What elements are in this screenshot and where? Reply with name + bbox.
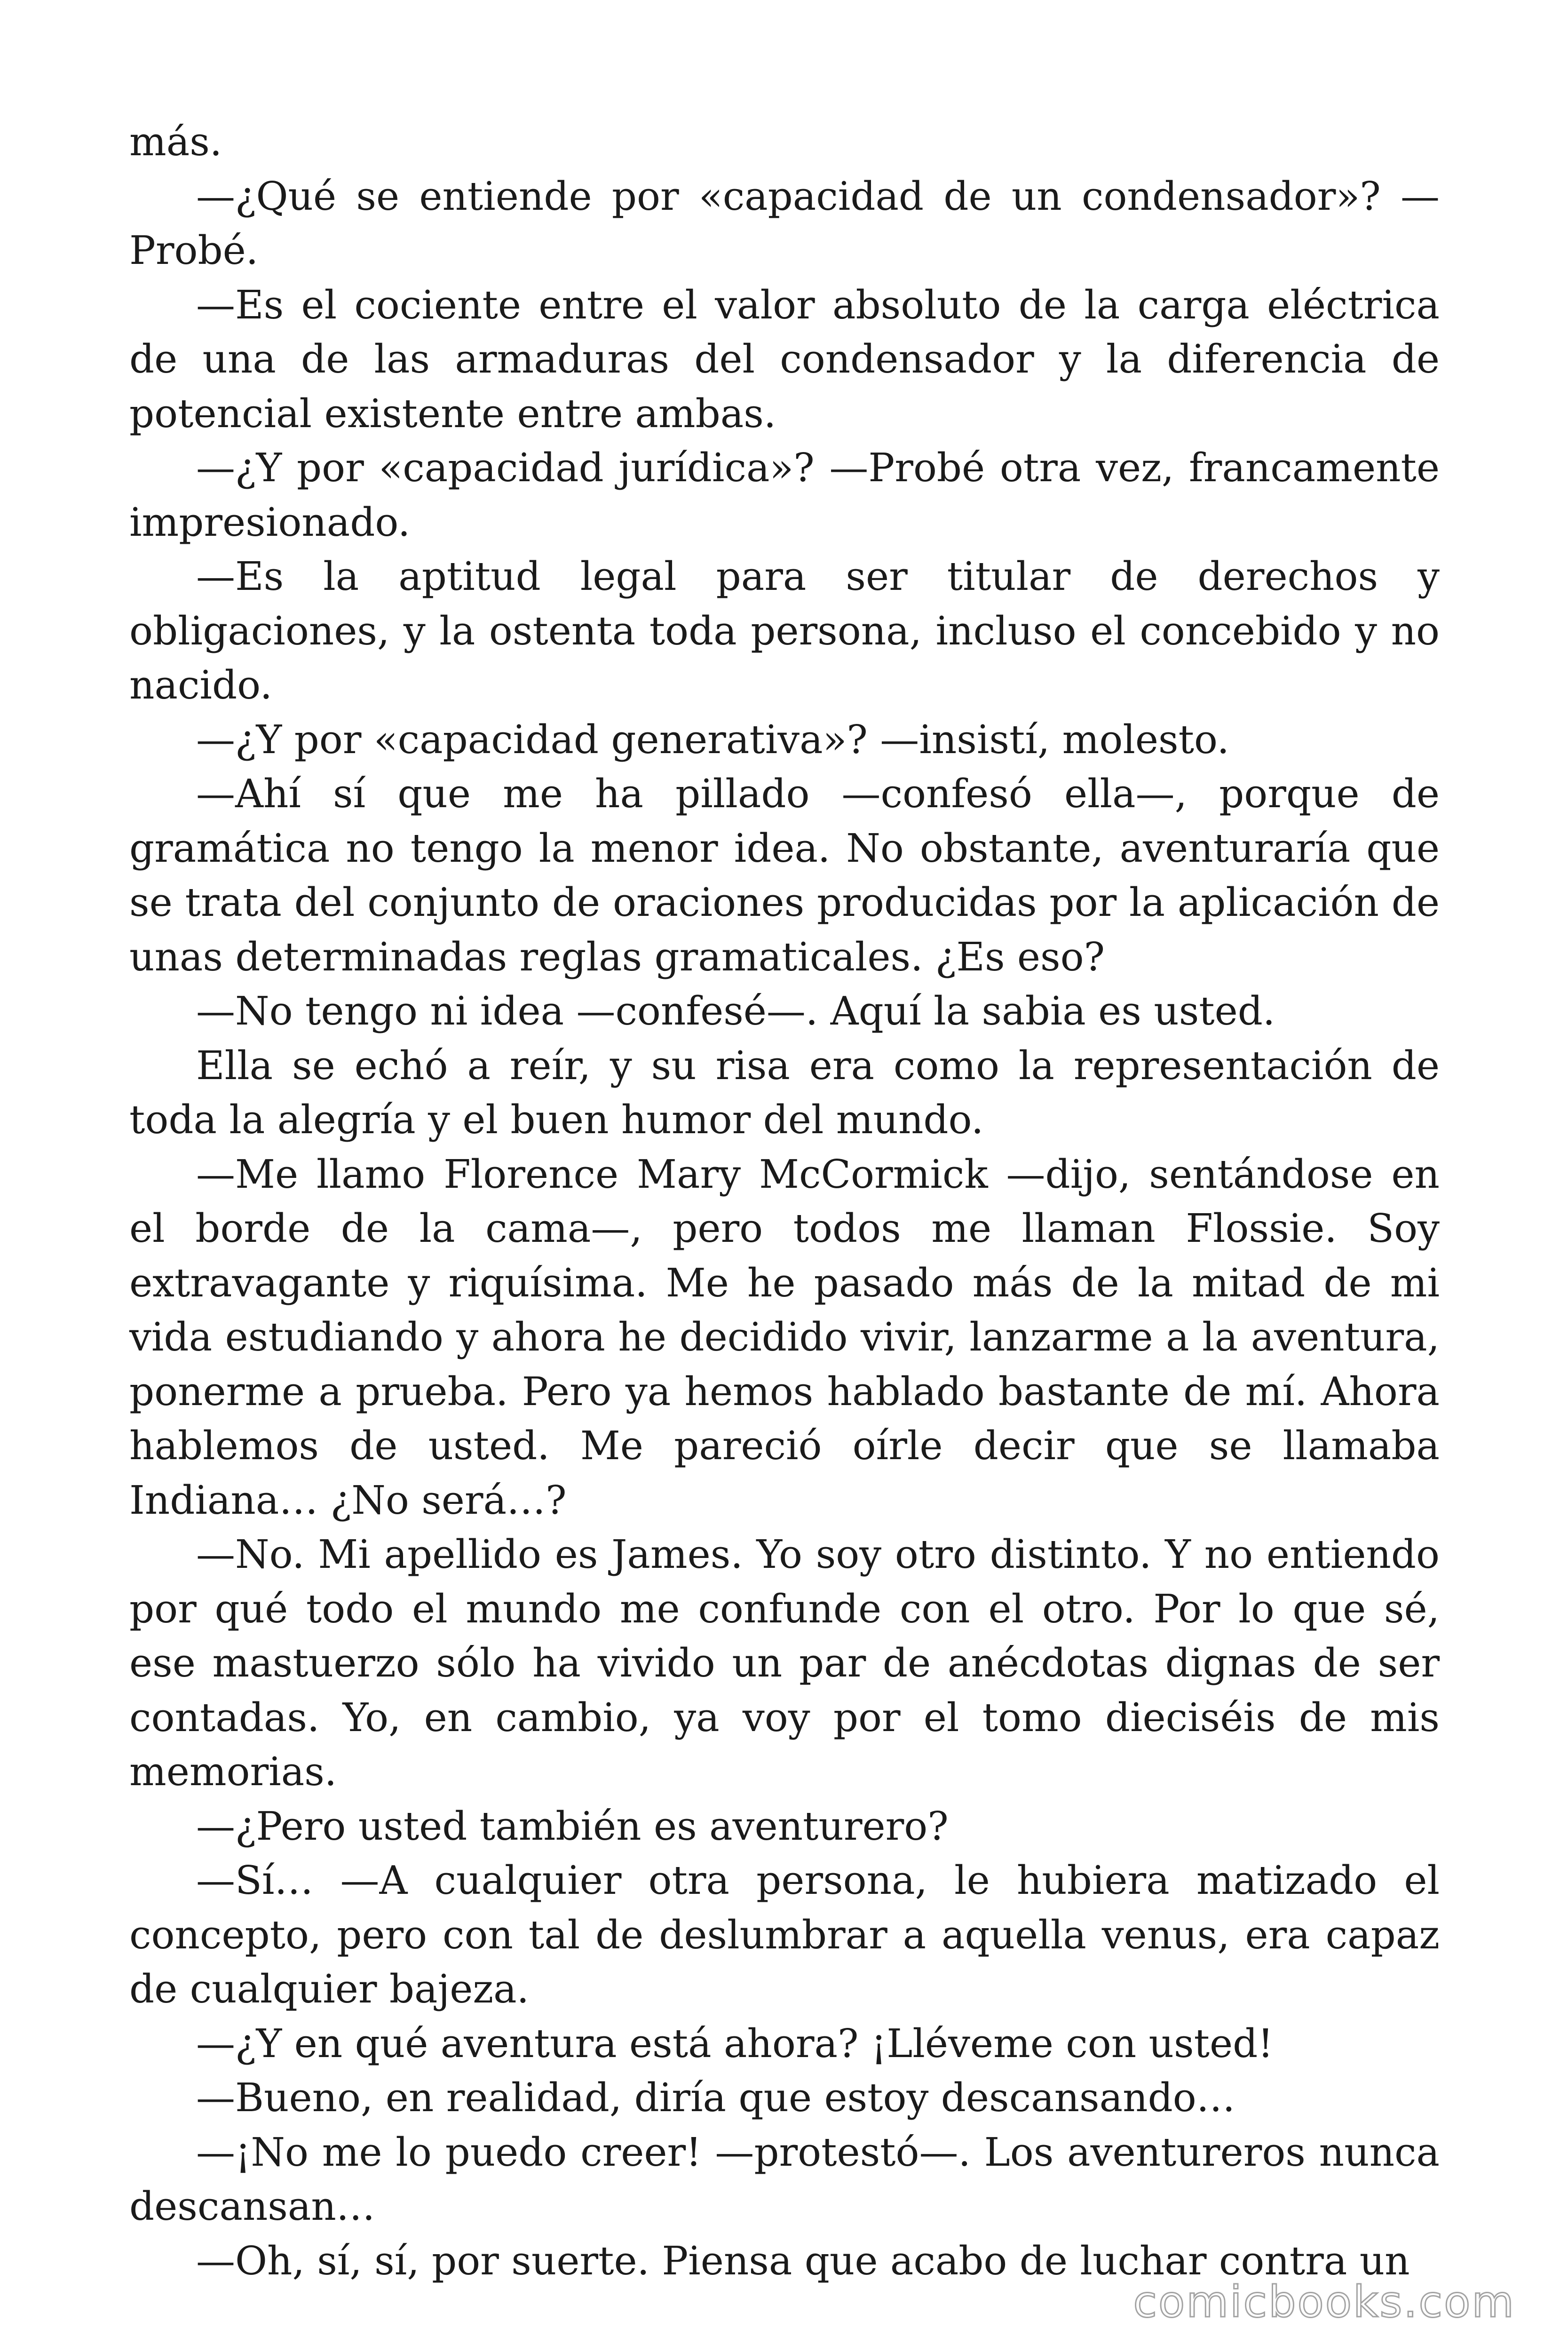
watermark: comicbooks.com	[1133, 2277, 1515, 2327]
paragraph: —¿Pero usted también es aventurero?	[196, 1803, 949, 1849]
paragraph: más.	[129, 119, 222, 165]
paragraph: —¿Y por «capacidad generativa»? —insistí, molesto.	[196, 716, 1229, 763]
paragraph: —Es el cociente entre el valor absoluto de la carga eléctrica de una de las armaduras del condensador y la diferencia de potencial existente entre ambas.	[129, 282, 1440, 437]
paragraph: —Bueno, en realidad, diría que estoy descansando…	[196, 2075, 1235, 2121]
paragraph: —Ahí sí que me ha pillado —confesó ella—, porque de gramática no tengo la menor idea. No obstante, aventuraría que se trata del conjunto de oraciones producidas por la aplicación de unas determinadas reglas gramaticales. ¿Es eso?	[129, 771, 1440, 980]
body-text	[129, 115, 1440, 2288]
paragraph: —¿Y en qué aventura está ahora? ¡Lléveme con usted!	[196, 2020, 1274, 2066]
paragraph: —¿Qué se entiende por «capacidad de un condensador»? —Probé.	[129, 173, 1440, 273]
paragraph: —Oh, sí, sí, por suerte. Piensa que acabo de luchar contra un	[196, 2238, 1410, 2284]
paragraph: —Es la aptitud legal para ser titular de derechos y obligaciones, y la ostenta toda persona, incluso el concebido y no nacido.	[129, 554, 1440, 708]
paragraph: —¡No me lo puedo creer! —protestó—. Los aventureros nunca descansan…	[129, 2129, 1440, 2229]
paragraph: —Sí… —A cualquier otra persona, le hubiera matizado el concepto, pero con tal de deslumbrar a aquella venus, era capaz de cualquier bajeza.	[129, 1858, 1440, 2012]
paragraph: —Me llamo Florence Mary McCormick —dijo, sentándose en el borde de la cama—, pero todos me llaman Flossie. Soy extravagante y riquísima. Me he pasado más de la mitad de mi vida estudiando y ahora he decidido vivir, lanzarme a la aventura, ponerme a prueba. Pero ya hemos hablado bastante de mí. Ahora hablemos de usted. Me pareció oírle decir que se llamaba Indiana… ¿No será…?	[129, 1151, 1440, 1523]
paragraph: Ella se echó a reír, y su risa era como la representación de toda la alegría y el buen humor del mundo.	[129, 1042, 1440, 1143]
paragraph: —¿Y por «capacidad jurídica»? —Probé otra vez, francamente impresionado.	[129, 445, 1440, 545]
paragraph: —No. Mi apellido es James. Yo soy otro distinto. Y no entiendo por qué todo el mundo me confunde con el otro. Por lo que sé, ese mastuerzo sólo ha vivido un par de anécdotas dignas de ser contadas. Yo, en cambio, ya voy por el tomo dieciséis de mis memorias.	[129, 1532, 1440, 1795]
paragraph: —No tengo ni idea —confesé—. Aquí la sabia es usted.	[196, 988, 1275, 1034]
